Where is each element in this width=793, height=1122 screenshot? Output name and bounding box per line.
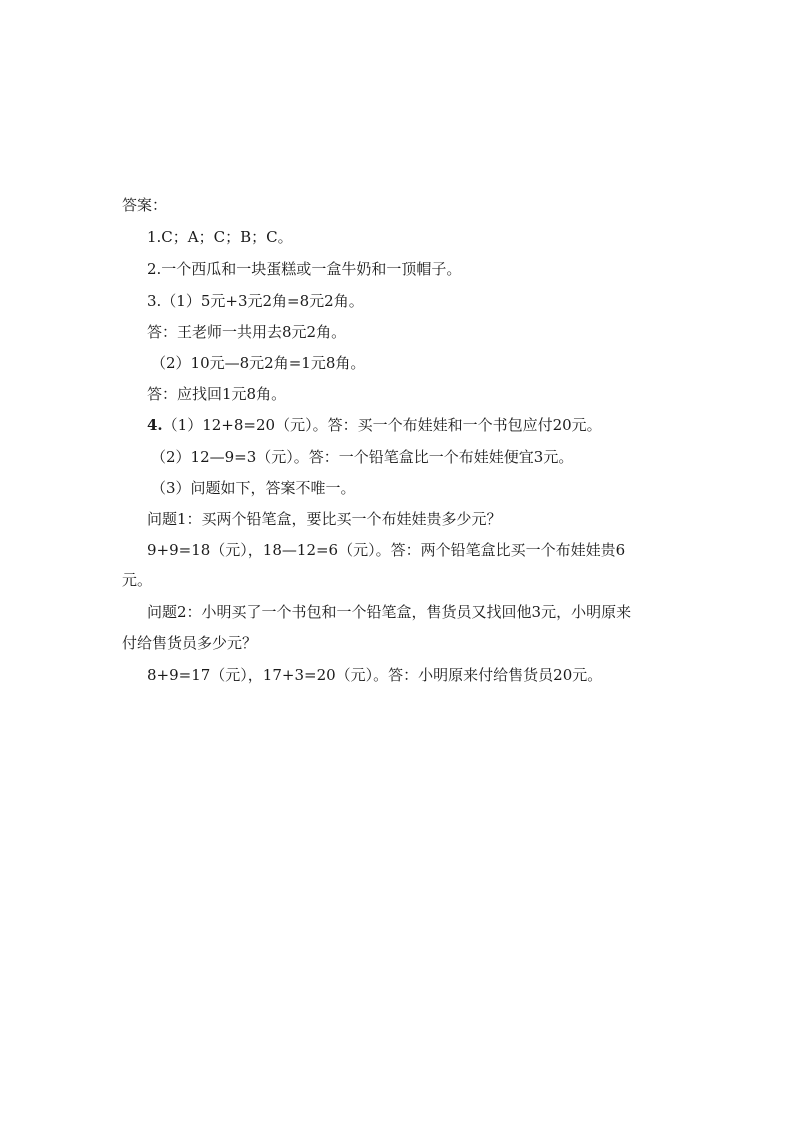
answer-line-4-2: （2）12—9=3（元）。答：一个铅笔盒比一个布娃娃便宜3元。 — [151, 448, 574, 466]
question-2: 问题2：小明买了一个书包和一个铅笔盒，售货员又找回他3元，小明原来 — [147, 603, 632, 621]
answer-line-4 — [147, 415, 602, 435]
question-2-solution: 8+9=17（元），17+3=20（元）。答：小明原来付给售货员20元。 — [147, 666, 603, 684]
item-4-number: 4. — [147, 416, 163, 434]
answers-heading: 答案： — [122, 196, 168, 214]
answer-line-4-3: （3）问题如下，答案不唯一。 — [151, 479, 356, 497]
answer-line-3-2: （2）10元—8元2角=1元8角。 — [151, 354, 366, 372]
answer-line-3-reply: 答：王老师一共用去8元2角。 — [147, 323, 347, 341]
question-2-cont: 付给售货员多少元？ — [122, 634, 258, 652]
question-1-solution: 9+9=18（元），18—12=6（元）。答：两个铅笔盒比买一个布娃娃贵6 — [147, 541, 626, 559]
question-1-solution-cont: 元。 — [122, 571, 153, 589]
answer-line-2: 2.一个西瓜和一块蛋糕或一盒牛奶和一顶帽子。 — [147, 260, 462, 278]
answer-line-3: 3.（1）5元+3元2角=8元2角。 — [147, 292, 364, 310]
answer-line-1: 1.C；A；C；B；C。 — [147, 228, 293, 246]
answer-line-3-2-reply: 答：应找回1元8角。 — [147, 385, 287, 403]
question-1: 问题1：买两个铅笔盒，要比买一个布娃娃贵多少元？ — [147, 510, 502, 528]
answer-line-4-text: （1）12+8=20（元）。答：买一个布娃娃和一个书包应付20元。 — [162, 416, 602, 434]
